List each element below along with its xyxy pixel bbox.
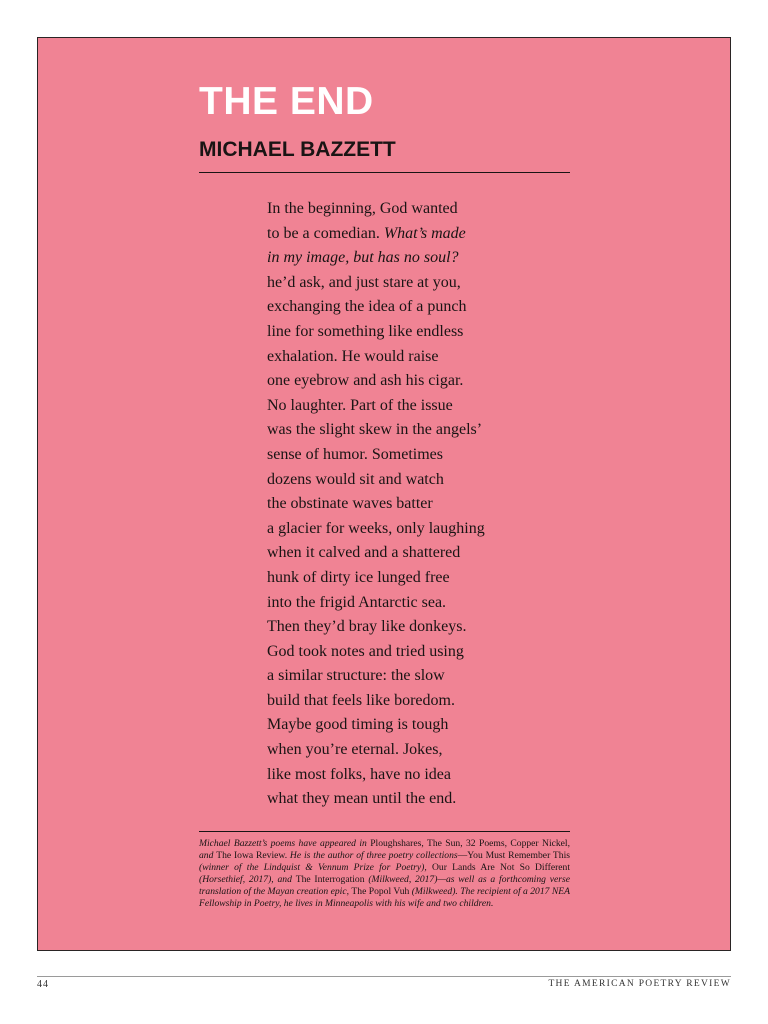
poem-line-segment: like most folks, have no idea <box>267 765 451 783</box>
poem-line-segment: exchanging the idea of a punch <box>267 298 467 316</box>
poem-line-segment: into the frigid Antarctic sea. <box>267 593 447 611</box>
poem-line <box>267 394 485 419</box>
poem-line-segment: the obstinate waves batter <box>267 495 433 513</box>
poem-line-segment: was the slight skew in the angels’ <box>267 421 483 439</box>
poem-line <box>267 689 485 714</box>
footer-divider <box>37 976 731 977</box>
poem-line <box>267 271 485 296</box>
bio-text: (Milkweed, 2017)—as well as a forthcoming verse translation of the Mayan creation epic, <box>199 874 570 897</box>
poem-line <box>267 295 485 320</box>
poem-line <box>267 468 485 493</box>
poem-line <box>267 566 485 591</box>
author-bio <box>199 838 570 910</box>
poem-title: THE END <box>199 80 374 123</box>
poem-line-segment: when you’re eternal. Jokes, <box>267 741 443 759</box>
poem-line-segment: Then they’d bray like donkeys. <box>267 618 467 636</box>
bio-title: The Popol Vuh <box>351 886 410 897</box>
poem-line <box>267 738 485 763</box>
poem-body <box>267 197 485 812</box>
poem-line-segment: one eyebrow and ash his cigar. <box>267 372 464 390</box>
poem-line-segment: Maybe good timing is tough <box>267 716 449 734</box>
page-number: 44 <box>37 979 49 990</box>
poem-line-segment: exhalation. He would raise <box>267 347 439 365</box>
poem-line-segment: a similar structure: the slow <box>267 667 445 685</box>
poem-line <box>267 640 485 665</box>
poem-line <box>267 320 485 345</box>
bio-text: (winner of the Lindquist & Vennum Prize for Poetry), <box>199 862 427 873</box>
poem-line-segment: build that feels like boredom. <box>267 691 455 709</box>
poem-line-segment: when it calved and a shattered <box>267 544 461 562</box>
bio-text: (Horsethief, 2017), and <box>199 874 296 885</box>
journal-name: THE AMERICAN POETRY REVIEW <box>548 979 731 989</box>
poem-line-segment: to be a comedian. <box>267 224 384 242</box>
poem-line <box>267 418 485 443</box>
poem-line-segment: in my image, but has no soul? <box>267 249 459 267</box>
bio-text: Michael Bazzett’s poems have appeared in <box>199 838 371 849</box>
poem-line <box>267 197 485 222</box>
poem-line-segment: dozens would sit and watch <box>267 470 444 488</box>
poem-line-segment: what they mean until the end. <box>267 790 457 808</box>
poem-line <box>267 443 485 468</box>
poem-line-segment: hunk of dirty ice lunged free <box>267 568 450 586</box>
poem-line-segment: line for something like endless <box>267 322 464 340</box>
poem-line <box>267 345 485 370</box>
poem-line-segment: In the beginning, God wanted <box>267 200 458 217</box>
poem-line <box>267 492 485 517</box>
poem-line <box>267 591 485 616</box>
poem-line <box>267 246 485 271</box>
poem-line-segment: God took notes and tried using <box>267 642 464 660</box>
poem-line <box>267 763 485 788</box>
bio-title: —You Must Remember This <box>457 850 570 861</box>
poem-line-segment: No laughter. Part of the issue <box>267 396 453 414</box>
bio-title: The Iowa Review. <box>216 850 288 861</box>
author-name: MICHAEL BAZZETT <box>199 138 396 161</box>
poem-line-segment: What’s made <box>383 224 466 242</box>
bio-text: and <box>199 850 217 861</box>
poem-line <box>267 664 485 689</box>
bio-title: Ploughshares, The Sun, 32 Poems, Copper Nickel, <box>370 838 570 849</box>
poem-line <box>267 222 485 247</box>
bio-divider <box>199 831 570 832</box>
poem-line <box>267 713 485 738</box>
poem-line <box>267 787 485 812</box>
poem-line-segment: sense of humor. Sometimes <box>267 445 443 463</box>
bio-title: The Interrogation <box>295 874 365 885</box>
bio-text: He is the author of three poetry collections <box>287 850 458 861</box>
bio-title: Our Lands Are Not So Different <box>426 862 570 873</box>
poem-line <box>267 541 485 566</box>
poem-line-segment: a glacier for weeks, only laughing <box>267 519 485 537</box>
bio-text: (Milkweed). The recipient of a 2017 NEA Fellowship in Poetry, he lives in Minneapolis with his wife and two children. <box>199 886 570 909</box>
poem-line-segment: he’d ask, and just stare at you, <box>267 273 461 291</box>
poem-line <box>267 517 485 542</box>
poem-line <box>267 369 485 394</box>
poem-line <box>267 615 485 640</box>
title-divider <box>199 172 570 173</box>
